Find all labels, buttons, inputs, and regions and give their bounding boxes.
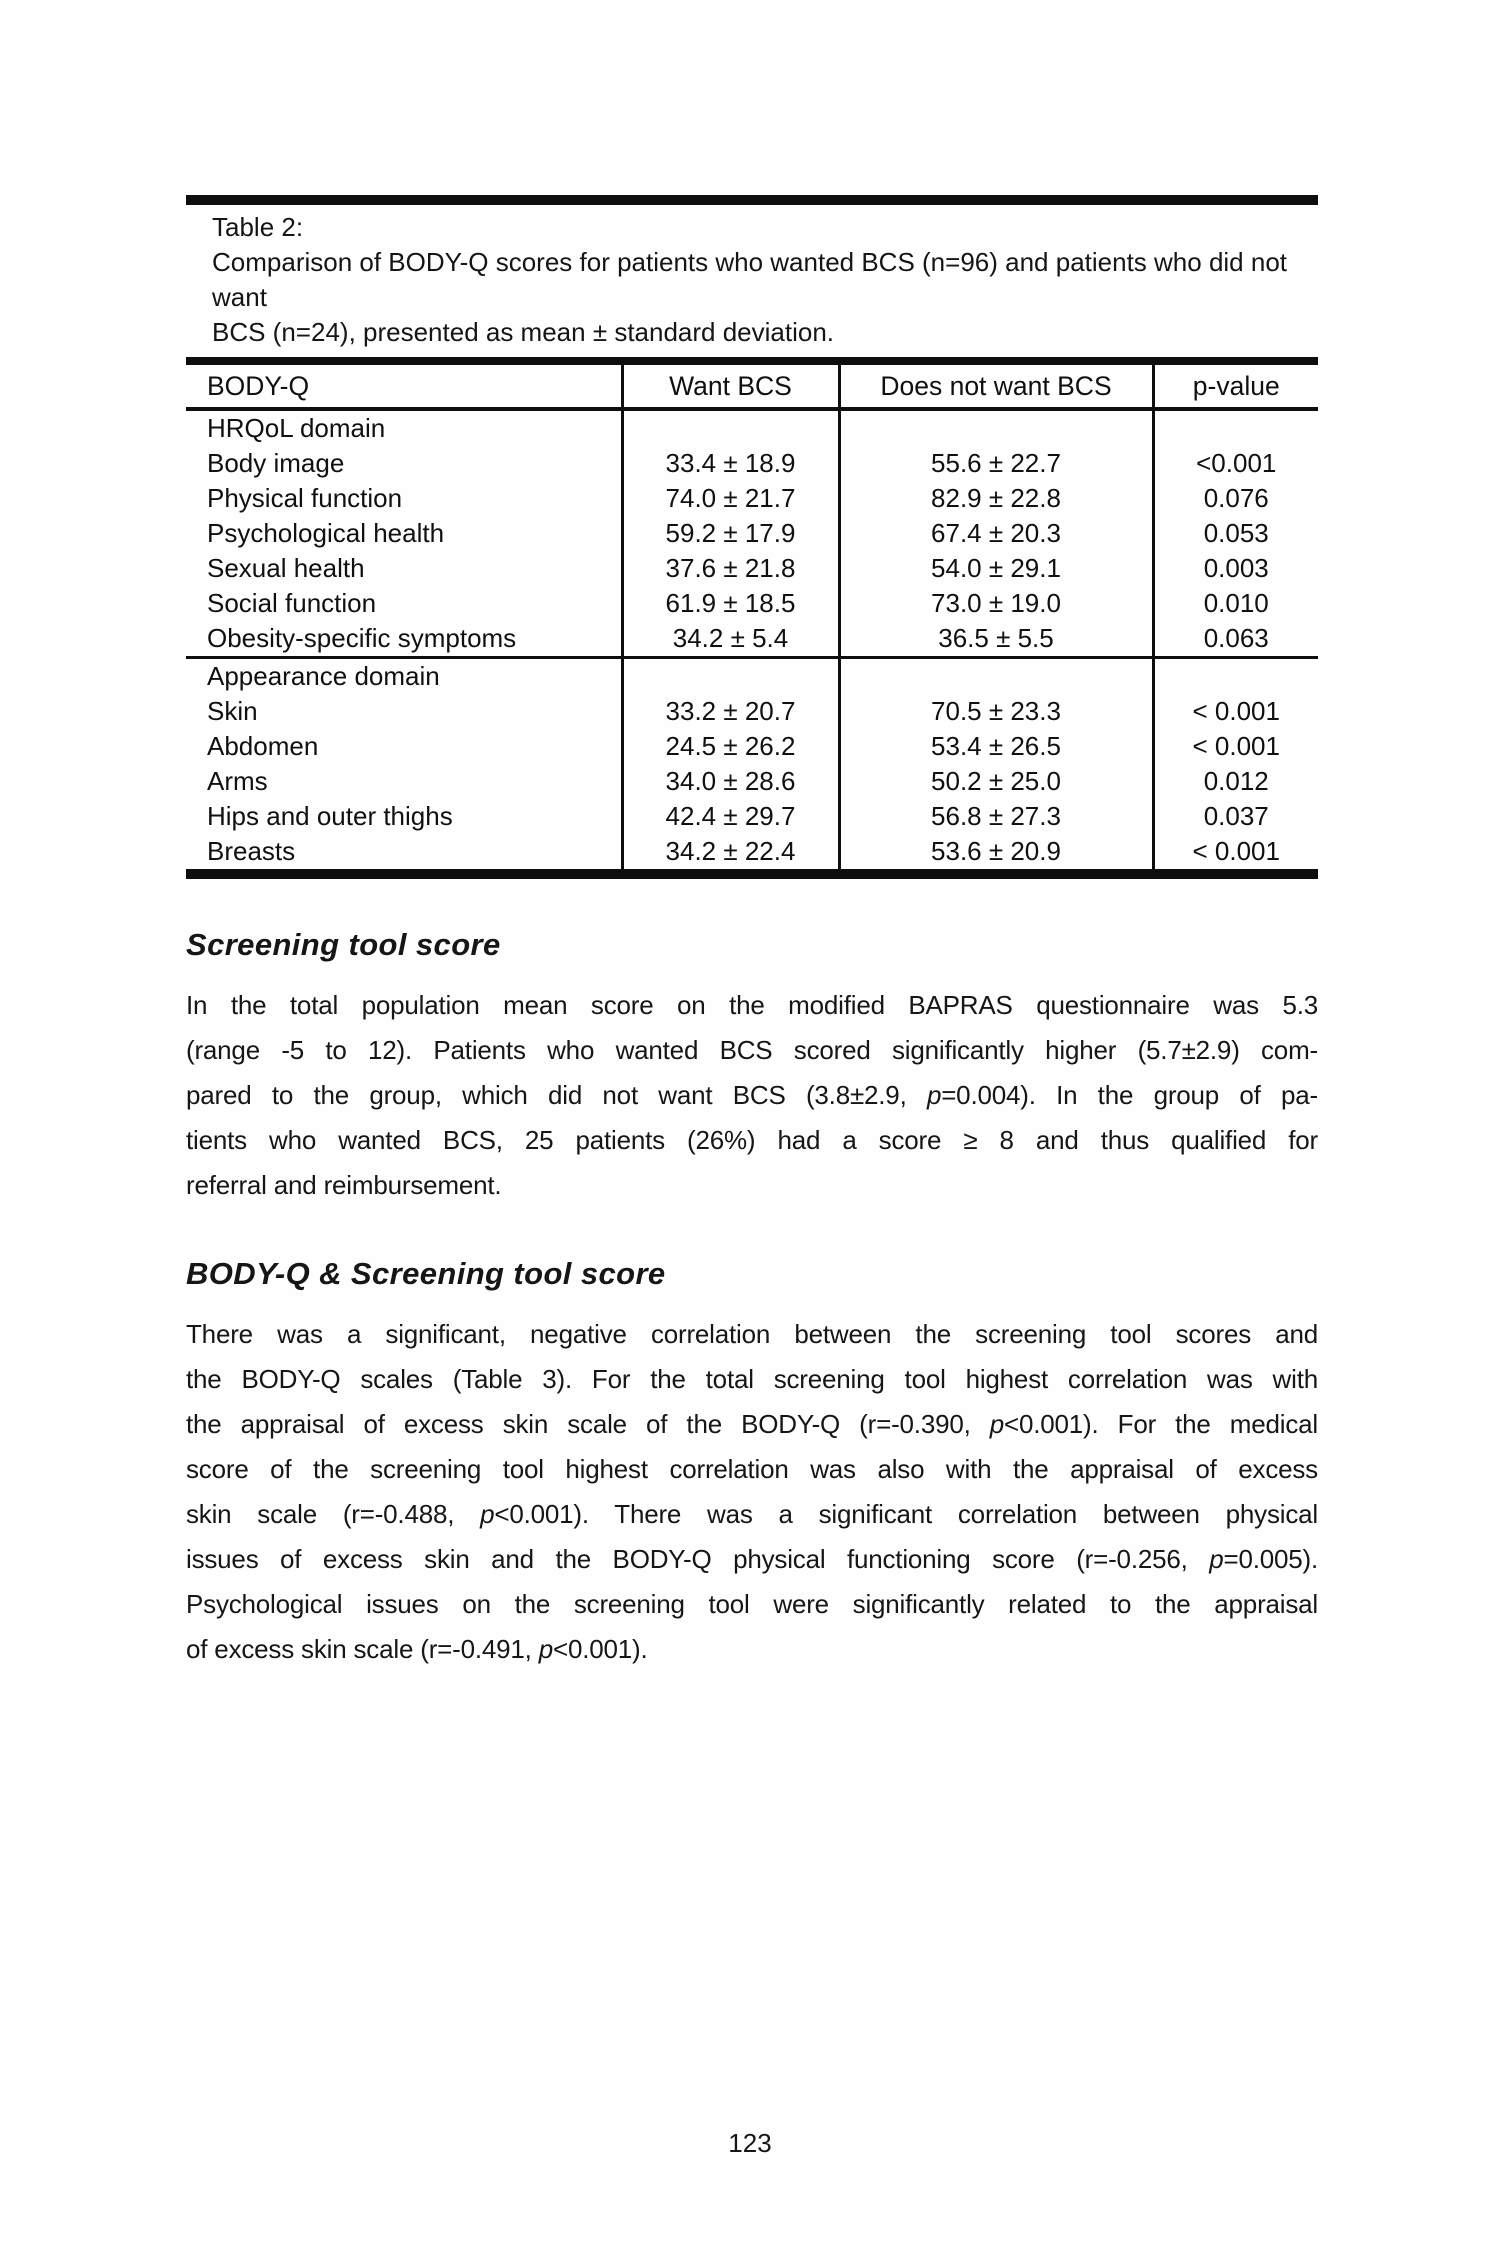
- cell-value: 34.0 ± 28.6: [622, 764, 839, 799]
- text: referral and reimbursement.: [186, 1170, 502, 1200]
- paragraph-line: [186, 1447, 1318, 1492]
- row-label: Breasts: [207, 836, 296, 866]
- empty-cell: [622, 658, 839, 695]
- heavy-rule-under-caption: [186, 357, 1318, 365]
- table-2: [186, 195, 1318, 879]
- table-row: [186, 621, 1318, 658]
- row-label: Hips and outer thighs: [207, 801, 453, 831]
- cell-value: 33.4 ± 18.9: [622, 446, 839, 481]
- table-row: [186, 799, 1318, 834]
- italic-text: p: [538, 1634, 553, 1664]
- cell-value: 54.0 ± 29.1: [839, 551, 1153, 586]
- empty-cell: [839, 409, 1153, 446]
- cell-value: 33.2 ± 20.7: [622, 694, 839, 729]
- table-row: [186, 834, 1318, 869]
- text: (range -5 to 12). Patients who wanted BCS scored significantly higher (5.7±2.9) com-: [186, 1035, 1318, 1065]
- row-label: Skin: [207, 696, 258, 726]
- table-row: [186, 516, 1318, 551]
- text: issues of excess skin and the BODY-Q physical functioning score (r=-0.256,: [186, 1544, 1210, 1574]
- cell-value: 61.9 ± 18.5: [622, 586, 839, 621]
- cell-value: 0.012: [1153, 764, 1318, 799]
- text: the appraisal of excess skin scale of the BODY-Q (r=-0.390,: [186, 1409, 990, 1439]
- table-row: [186, 481, 1318, 516]
- paragraph-line: [186, 1627, 1318, 1672]
- row-label: Psychological health: [207, 518, 445, 548]
- row-label: Body image: [207, 448, 345, 478]
- text: Psychological issues on the screening tool were significantly related to the appraisal: [186, 1589, 1318, 1619]
- section-heading-bodyq-screening-tool-score: BODY-Q & Screening tool score: [186, 1256, 666, 1291]
- paragraph-line: [186, 1357, 1318, 1402]
- paragraph-line: [186, 1118, 1318, 1163]
- column-header-want-bcs: Want BCS: [622, 365, 839, 409]
- cell-value: 73.0 ± 19.0: [839, 586, 1153, 621]
- heavy-rule-bottom: [186, 869, 1318, 879]
- italic-text: p: [1209, 1544, 1224, 1574]
- table-row: [186, 551, 1318, 586]
- bodyq-comparison-table: [186, 365, 1318, 869]
- italic-text: p: [480, 1499, 495, 1529]
- paragraph-line: [186, 1582, 1318, 1627]
- empty-cell: [1153, 409, 1318, 446]
- table-title: Table 2:: [212, 212, 304, 242]
- row-label: Abdomen: [207, 731, 319, 761]
- table-row: [186, 446, 1318, 481]
- text: pared to the group, which did not want BCS (3.8±2.9,: [186, 1080, 927, 1110]
- section-heading-screening-tool-score: Screening tool score: [186, 927, 501, 962]
- row-label: Social function: [207, 588, 377, 618]
- table-caption-line-2: BCS (n=24), presented as mean ± standard deviation.: [212, 317, 835, 347]
- heavy-rule-top: [186, 195, 1318, 205]
- text: <0.001).: [552, 1634, 648, 1664]
- text: =0.005).: [1223, 1544, 1318, 1574]
- cell-value: 0.010: [1153, 586, 1318, 621]
- table-section-row: [186, 409, 1318, 446]
- paragraph-line: [186, 983, 1318, 1028]
- text: <0.001). There was a significant correlation between physical: [494, 1499, 1318, 1529]
- cell-value: 67.4 ± 20.3: [839, 516, 1153, 551]
- table-section-row: [186, 658, 1318, 695]
- page-number: 123: [728, 2128, 772, 2158]
- paragraph-line: [186, 1492, 1318, 1537]
- text: <0.001). For the medical: [1004, 1409, 1318, 1439]
- column-header-p-value: p-value: [1153, 365, 1318, 409]
- cell-value: 0.063: [1153, 621, 1318, 658]
- row-label: Physical function: [207, 483, 403, 513]
- cell-value: 0.003: [1153, 551, 1318, 586]
- section-label: Appearance domain: [186, 658, 622, 695]
- cell-value: 74.0 ± 21.7: [622, 481, 839, 516]
- text: There was a significant, negative correlation between the screening tool scores and: [186, 1319, 1318, 1349]
- section-label: HRQoL domain: [207, 413, 386, 443]
- cell-value: 42.4 ± 29.7: [622, 799, 839, 834]
- paragraph-line: [186, 1028, 1318, 1073]
- row-label: Obesity-specific symptoms: [207, 623, 517, 653]
- column-header-bodyq: BODY-Q: [186, 365, 622, 409]
- text: the BODY-Q scales (Table 3). For the total screening tool highest correlation was with: [186, 1364, 1318, 1394]
- italic-text: p: [926, 1080, 942, 1110]
- cell-value: 34.2 ± 22.4: [622, 834, 839, 869]
- cell-value: < 0.001: [1153, 694, 1318, 729]
- cell-value: 56.8 ± 27.3: [839, 799, 1153, 834]
- cell-value: 36.5 ± 5.5: [839, 621, 1153, 658]
- row-label: Arms: [207, 766, 268, 796]
- cell-value: 53.6 ± 20.9: [839, 834, 1153, 869]
- cell-value: 0.037: [1153, 799, 1318, 834]
- paragraph-line: [186, 1312, 1318, 1357]
- text: score of the screening tool highest correlation was also with the appraisal of excess: [186, 1454, 1318, 1484]
- cell-value: 0.053: [1153, 516, 1318, 551]
- cell-value: 55.6 ± 22.7: [839, 446, 1153, 481]
- empty-cell: [839, 658, 1153, 695]
- text: In the total population mean score on the modified BAPRAS questionnaire was 5.3: [186, 990, 1318, 1020]
- cell-value: 24.5 ± 26.2: [622, 729, 839, 764]
- paragraph-line: [186, 1163, 1318, 1208]
- table-row: [186, 764, 1318, 799]
- table-row: [186, 729, 1318, 764]
- cell-value: 50.2 ± 25.0: [839, 764, 1153, 799]
- cell-value: 37.6 ± 21.8: [622, 551, 839, 586]
- cell-value: 59.2 ± 17.9: [622, 516, 839, 551]
- text: =0.004). In the group of pa-: [941, 1080, 1318, 1110]
- row-label: Sexual health: [207, 553, 365, 583]
- cell-value: <0.001: [1153, 446, 1318, 481]
- content-column: [186, 195, 1318, 1672]
- cell-value: 53.4 ± 26.5: [839, 729, 1153, 764]
- paragraph-line: [186, 1073, 1318, 1118]
- text: of excess skin scale (r=-0.491,: [186, 1634, 539, 1664]
- table-body: [186, 409, 1318, 869]
- table-caption: [186, 205, 1318, 357]
- cell-value: 34.2 ± 5.4: [622, 621, 839, 658]
- empty-cell: [622, 409, 839, 446]
- table-row: [186, 586, 1318, 621]
- table-row: [186, 694, 1318, 729]
- cell-value: 70.5 ± 23.3: [839, 694, 1153, 729]
- table-header-row: [186, 365, 1318, 409]
- cell-value: < 0.001: [1153, 729, 1318, 764]
- empty-cell: [1153, 658, 1318, 695]
- text: tients who wanted BCS, 25 patients (26%) had a score ≥ 8 and thus qualified for: [186, 1125, 1318, 1155]
- paragraph-line: [186, 1402, 1318, 1447]
- paragraph-screening-tool-score: [186, 983, 1318, 1208]
- cell-value: < 0.001: [1153, 834, 1318, 869]
- cell-value: 82.9 ± 22.8: [839, 481, 1153, 516]
- text: skin scale (r=-0.488,: [186, 1499, 481, 1529]
- table-caption-line-1: Comparison of BODY-Q scores for patients who wanted BCS (n=96) and patients who did not want: [212, 247, 1288, 312]
- body-text: [186, 925, 1318, 1672]
- cell-value: 0.076: [1153, 481, 1318, 516]
- column-header-does-not-want-bcs: Does not want BCS: [839, 365, 1153, 409]
- paragraph-bodyq-screening-tool-score: [186, 1312, 1318, 1672]
- italic-text: p: [989, 1409, 1004, 1439]
- paragraph-line: [186, 1537, 1318, 1582]
